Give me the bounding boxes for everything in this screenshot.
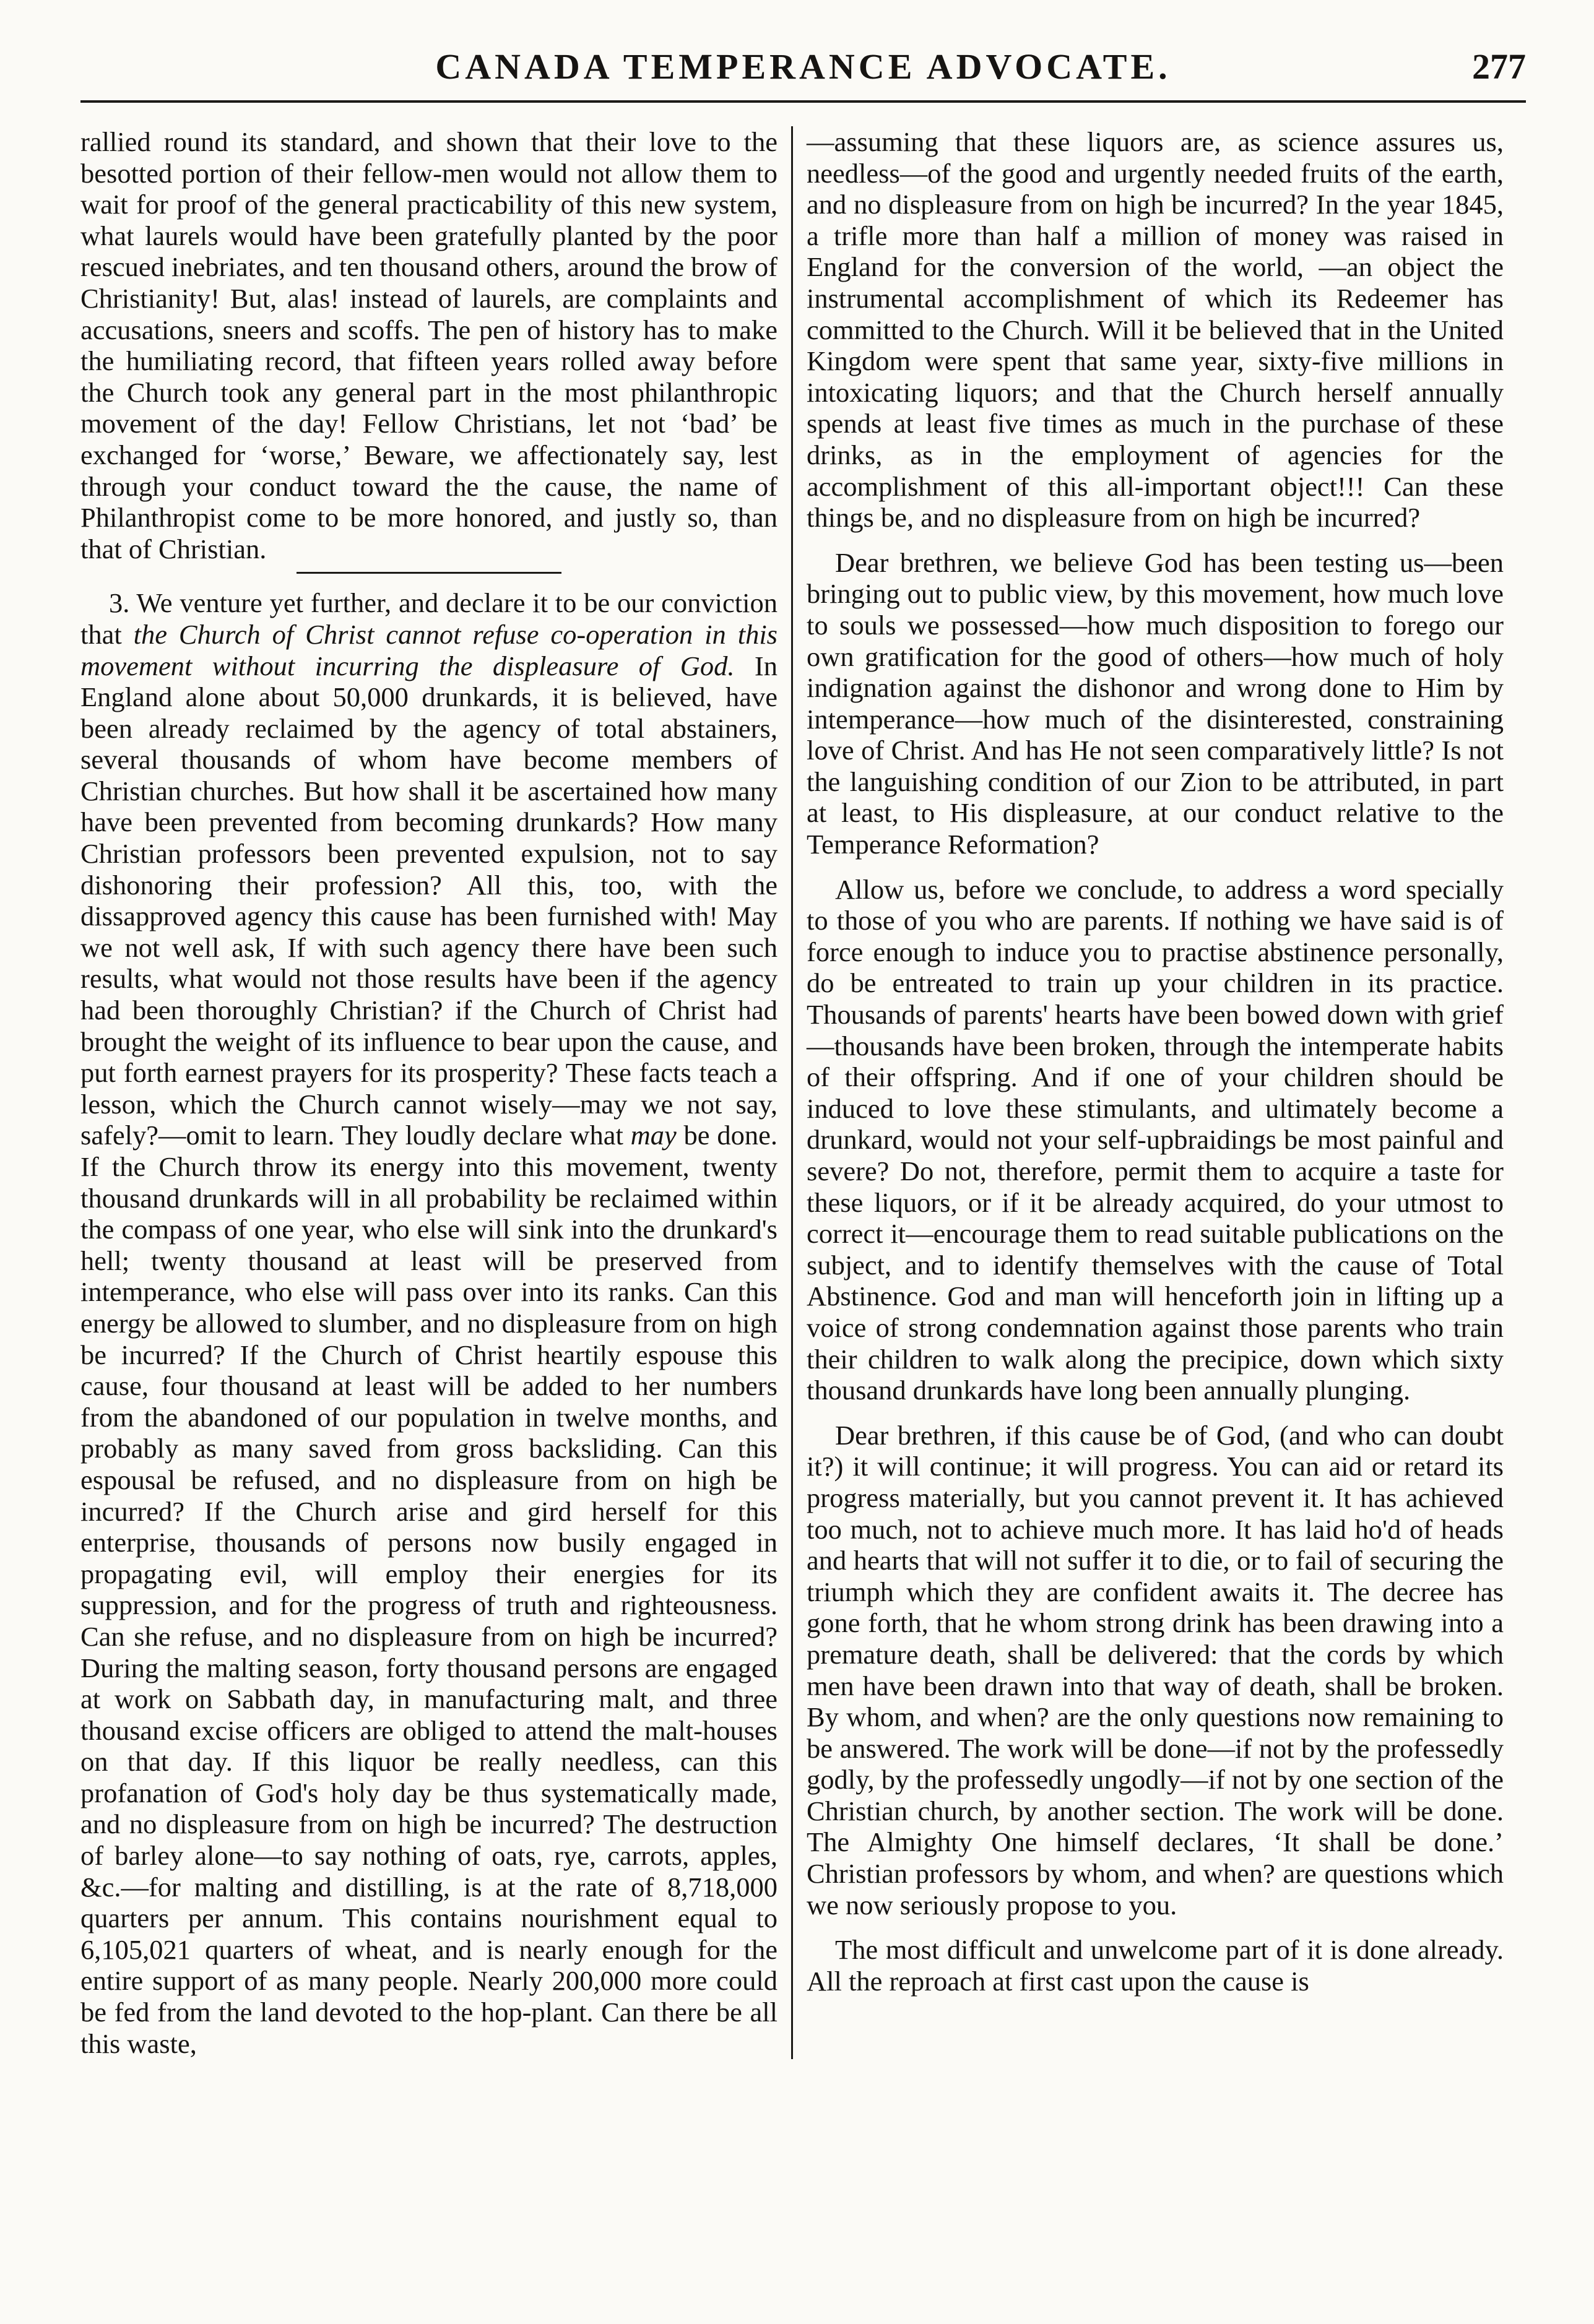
paragraph: —assuming that these liquors are, as science assures us, needless—of the good and urgently needed fruits of the earth, and no displeasure from on high be incurred? In the year 1845, a trifle more than half a million of money was raised in England for the conversion of the world, —an object the instrumental accomplishment of which its Redeemer has committed to the Church. Will it be believed that in the United Kingdom were spent that same year, sixty-five millions in intoxicating liquors; and that the Church herself annually spends at least five times as much in the purchase of these drinks, as in the employment of agencies for the accomplishment of this all-important object!!! Can these things be, and no displeasure from on high be incurred? [807,126,1504,533]
paragraph: Allow us, before we conclude, to address a word specially to those of you who are parents. If nothing we have said is of force enough to induce you to practise abstinence personally, do be entreated to train up your children in its practice. Thousands of parents' hearts have been bowed down with grief—thousands have been broken, through the intemperate habits of their offspring. And if one of your children should be induced to love these stimulants, and ultimately become a drunkard, would not your self-upbraidings be most painful and severe? Do not, therefore, permit them to acquire a taste for these liquors, or if it be already acquired, do your utmost to correct it—encourage them to read suitable publications on the subject, and to identify themselves with the cause of Total Abstinence. God and man will henceforth join in lifting up a voice of strong condemnation against those parents who train their children to walk along the precipice, down which sixty thousand drunkards have long been annually plunging. [807,873,1504,1406]
paragraph: Dear brethren, if this cause be of God, (and who can doubt it?) it will continue; it will progress. You can aid or retard its progress materially, but you cannot prevent it. It has achieved too much, not to achieve much more. It has laid ho'd of heads and hearts that will not suffer it to die, or to fail of securing the triumph which they are confident awaits it. The decree has gone forth, that he whom strong drink has been drawing into a premature death, shall be delivered: that the cords by which men have been drawn into that way of death, shall be broken. By whom, and when? are the only questions now remaining to be answered. The work will be done—if not by the professedly godly, by the professedly ungodly—if not by one section of the Christian church, by another section. The work will be done. The Almighty One himself declares, ‘It shall be done.’ Christian professors by whom, and when? are questions which we now seriously propose to you. [807,1419,1504,1920]
masthead-title: CANADA TEMPERANCE ADVOCATE. [435,46,1171,87]
paragraph-text: be done. If the Church throw its energy into this movement, twenty thousand drunkards will in all probability be reclaimed within the compass of one year, who else will sink into the drunkard's hell; twenty thousand at least will be preserved from intemperance, who else will pass over into its ranks. Can this energy be allowed to slumber, and no displeasure from on high be incurred? If the Church of Christ heartily espouse this cause, four thousand at least will be added to her numbers from the abandoned of our population in twelve months, and probably as many saved from gross backsliding. Can this espousal be refused, and no displeasure from on high be incurred? If the Church arise and gird herself for this enterprise, thousands of persons now busily engaged in propagating evil, will employ their energies for its suppression, and for the progress of truth and righteousness. Can she refuse, and no displeasure from on high be incurred? During the malting season, forty thousand persons are engaged at work on Sabbath day, in manufacturing malt, and three thousand excise officers are obliged to attend the malt-houses on that day. If this liquor be really needless, can this profanation of God's holy day be thus systematically made, and no displeasure from on high be incurred? The destruction of barley alone—to say nothing of oats, rye, carrots, apples, &c.—for malting and distilling, is at the rate of 8,718,000 quarters per annum. This contains nourishment equal to 6,105,021 quarters of wheat, and is nearly enough for the entire support of as many people. Nearly 200,000 more could be fed from the land devoted to the hop-plant. Can there be all this waste, [80,1120,778,2059]
italic-emphasis: the Church of Christ cannot refuse co-operation in this movement without incurring the displeasure of God. [80,618,778,681]
paragraph: The most difficult and unwelcome part of it is done already. All the reproach at first cast upon the cause is [807,1934,1504,1997]
page-header [80,43,1526,103]
right-column [793,126,1504,2059]
separator-rule [297,572,561,574]
paragraph [80,587,778,2059]
paragraph: Dear brethren, we believe God has been testing us—been bringing out to public view, by this movement, how much love to souls we possessed—how much disposition to forego our own gratification for the good of others—how much of holy indignation against the dishonor and wrong done to Him by intemperance—how much of the disinterested, constraining love of Christ. And has He not seen comparatively little? Is not the languishing condition of our Zion to be attributed, in part at least, to His displeasure, at our conduct relative to the Temperance Reformation? [807,546,1504,860]
left-column [80,126,791,2059]
paragraph-text: In England alone about 50,000 drunkards, it is believed, have been already reclaimed by the agency of total abstainers, several thousands of whom have become members of Christian churches. But how shall it be ascertained how many have been prevented from becoming drunkards? How many Christian professors been prevented expulsion, not to say dishonoring their profession? All this, too, with the dissapproved agency this cause has been furnished with! May we not well ask, If with such agency there have been such results, what would not those results have been if the agency had been thoroughly Christian? if the Church of Christ had brought the weight of its influence to bear upon the cause, and put forth earnest prayers for its prosperity? These facts teach a lesson, which the Church cannot wisely—may we not say, safely?—omit to learn. They loudly declare what [80,650,778,1151]
paragraph: rallied round its standard, and shown that their love to the besotted portion of their fellow-men would not allow them to wait for proof of the general practicability of this new system, what laurels would have been gratefully planted by the poor rescued inebriates, and ten thousand others, around the brow of Christianity! But, alas! instead of laurels, are complaints and accusations, sneers and scoffs. The pen of history has to make the humiliating record, that fifteen years rolled away before the Church took any general part in the most philanthropic movement of the day! Fellow Christians, let not ‘bad’ be exchanged for ‘worse,’ Beware, we affectionately say, lest through your conduct toward the the cause, the name of Philanthropist come to be more honored, and justly so, than that of Christian. [80,126,778,564]
page-number: 277 [1472,46,1526,87]
paragraph-text: 3. We venture yet further, and declare it to be our conviction that [80,587,778,650]
article-columns [80,126,1526,2059]
italic-emphasis: may [630,1120,677,1151]
